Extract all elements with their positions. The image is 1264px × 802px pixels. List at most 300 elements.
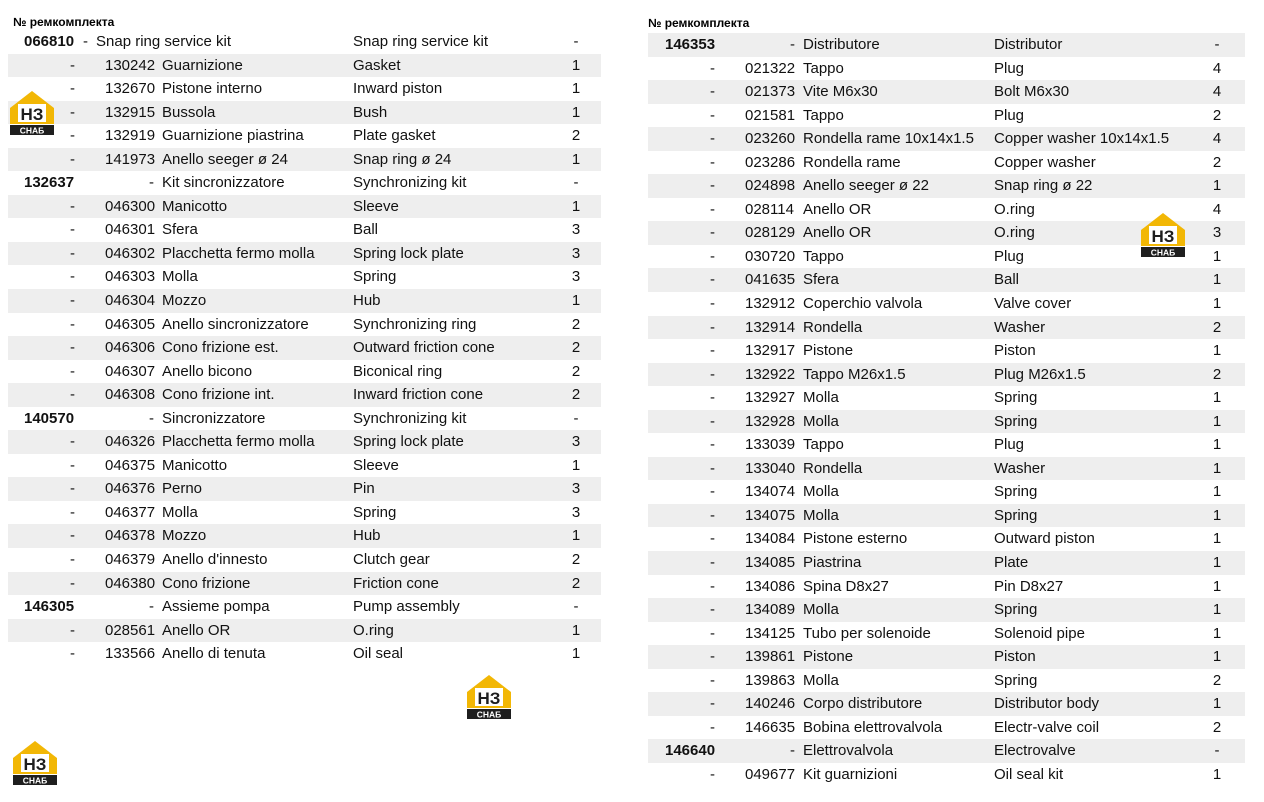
english-name: Oil seal kit <box>994 765 1064 783</box>
quantity: 1 <box>571 197 581 215</box>
quantity: 1 <box>1212 577 1222 595</box>
quantity: 1 <box>1212 389 1222 407</box>
separator-dash: - <box>83 33 88 50</box>
part-row <box>8 454 601 478</box>
english-name: Gasket <box>353 56 401 74</box>
quantity: 1 <box>1212 436 1222 454</box>
english-name: Piston <box>994 342 1036 360</box>
quantity: 3 <box>571 503 581 521</box>
italian-name: Rondella <box>803 318 863 336</box>
kit-number-header: № ремкомплекта <box>648 16 750 30</box>
quantity: 4 <box>1212 83 1222 101</box>
english-name: Hub <box>353 527 381 545</box>
part-row <box>648 645 1245 669</box>
part-row <box>8 242 601 266</box>
part-row <box>648 669 1245 693</box>
quantity: 1 <box>571 103 581 121</box>
part-row <box>8 195 601 219</box>
logo-bottom-text: СНАБ <box>19 125 45 136</box>
separator-dash: - <box>710 130 715 148</box>
part-row <box>8 548 601 572</box>
italian-name: Vite M6x30 <box>803 83 878 101</box>
english-name: Outward piston <box>994 530 1095 548</box>
quantity: 2 <box>1212 153 1222 171</box>
part-row <box>8 313 601 337</box>
quantity: 4 <box>1212 200 1222 218</box>
english-name: O.ring <box>353 621 394 639</box>
english-name: Spring lock plate <box>353 433 464 451</box>
english-name: Pin D8x27 <box>994 577 1064 595</box>
separator-dash: - <box>710 106 715 124</box>
part-row <box>648 763 1245 787</box>
english-name: Washer <box>994 459 1046 477</box>
logo-bottom-text: СНАБ <box>22 775 48 786</box>
italian-name: Anello seeger ø 24 <box>162 150 288 168</box>
separator-dash: - <box>790 742 795 760</box>
english-name: Sleeve <box>353 456 399 474</box>
english-name: Copper washer 10x14x1.5 <box>994 130 1170 148</box>
part-row <box>648 57 1245 81</box>
italian-name: Pistone <box>803 648 854 666</box>
separator-dash: - <box>70 56 75 74</box>
english-name: Inward friction cone <box>353 386 484 404</box>
separator-dash: - <box>710 624 715 642</box>
kit-header-row <box>648 739 1245 763</box>
nz-snab-logo-icon <box>463 672 515 720</box>
part-row <box>648 363 1245 387</box>
nz-snab-logo-icon <box>6 88 58 136</box>
part-row <box>648 504 1245 528</box>
part-row <box>8 54 601 78</box>
quantity: 3 <box>571 433 581 451</box>
english-name: Spring <box>353 503 397 521</box>
quantity: 2 <box>571 339 581 357</box>
separator-dash: - <box>70 480 75 498</box>
english-name: Spring <box>994 412 1038 430</box>
separator-dash: - <box>710 601 715 619</box>
separator-dash: - <box>70 150 75 168</box>
part-code: 146635 <box>745 718 796 736</box>
part-code: 046379 <box>105 551 156 569</box>
italian-name: Molla <box>803 412 839 430</box>
kit-number-header: № ремкомплекта <box>13 15 115 29</box>
english-name: Solenoid pipe <box>994 624 1085 642</box>
part-code: 134089 <box>745 601 796 619</box>
separator-dash: - <box>710 648 715 666</box>
quantity: 3 <box>571 268 581 286</box>
part-row <box>648 174 1245 198</box>
part-code: 041635 <box>745 271 796 289</box>
part-row <box>8 336 601 360</box>
part-row <box>8 524 601 548</box>
english-name: Synchronizing kit <box>353 409 467 427</box>
quantity: 1 <box>1212 247 1222 265</box>
separator-dash: - <box>70 621 75 639</box>
left-rows <box>8 30 601 666</box>
english-name: Bush <box>353 103 388 121</box>
italian-name: Molla <box>803 671 839 689</box>
italian-name: Anello OR <box>803 200 872 218</box>
quantity: - <box>573 598 579 616</box>
part-row <box>8 619 601 643</box>
part-code: 021373 <box>745 83 796 101</box>
english-name: Synchronizing kit <box>353 174 467 192</box>
quantity: 2 <box>571 386 581 404</box>
separator-dash: - <box>790 36 795 53</box>
italian-name: Molla <box>803 389 839 407</box>
quantity: 2 <box>571 127 581 145</box>
separator-dash: - <box>710 554 715 572</box>
nz-snab-logo-icon <box>9 738 61 786</box>
part-row <box>648 551 1245 575</box>
english-name: Inward piston <box>353 80 443 98</box>
quantity: 1 <box>1212 295 1222 313</box>
part-row <box>8 101 601 125</box>
english-name: O.ring <box>994 200 1035 218</box>
part-row <box>648 716 1245 740</box>
separator-dash: - <box>149 598 154 616</box>
separator-dash: - <box>70 244 75 262</box>
italian-name: Rondella rame <box>803 153 901 171</box>
english-name: Snap ring ø 24 <box>353 150 452 168</box>
separator-dash: - <box>70 362 75 380</box>
english-name: Oil seal <box>353 645 404 663</box>
part-row <box>648 433 1245 457</box>
separator-dash: - <box>70 433 75 451</box>
part-code: 132915 <box>105 103 156 121</box>
quantity: 1 <box>571 527 581 545</box>
part-code: 132917 <box>745 342 796 360</box>
italian-name: Kit guarnizioni <box>803 765 898 783</box>
english-name: Spring <box>353 268 397 286</box>
quantity: 1 <box>1212 695 1222 713</box>
part-code: 046375 <box>105 456 156 474</box>
english-name: Electr-valve coil <box>994 718 1100 736</box>
part-code: 046376 <box>105 480 156 498</box>
part-code: 130242 <box>105 56 156 74</box>
separator-dash: - <box>710 483 715 501</box>
quantity: 2 <box>1212 106 1222 124</box>
separator-dash: - <box>149 409 154 427</box>
part-code: 134125 <box>745 624 796 642</box>
quantity: 1 <box>1212 271 1222 289</box>
english-name: Spring <box>994 506 1038 524</box>
part-row <box>8 430 601 454</box>
separator-dash: - <box>710 318 715 336</box>
part-row <box>648 410 1245 434</box>
part-code: 133040 <box>745 459 796 477</box>
quantity: 2 <box>1212 365 1222 383</box>
kit-header-row <box>8 407 601 431</box>
part-row <box>8 148 601 172</box>
quantity: 2 <box>571 315 581 333</box>
part-row <box>8 77 601 101</box>
part-code: 049677 <box>745 765 796 783</box>
quantity: 2 <box>1212 671 1222 689</box>
italian-name: Mozzo <box>162 292 207 310</box>
part-code: 134075 <box>745 506 796 524</box>
italian-name: Molla <box>162 503 198 521</box>
italian-name: Manicotto <box>162 197 228 215</box>
separator-dash: - <box>70 315 75 333</box>
part-row <box>8 218 601 242</box>
italian-name: Pistone <box>803 342 854 360</box>
part-code: 046305 <box>105 315 156 333</box>
english-name: O.ring <box>994 224 1035 242</box>
italian-name: Mozzo <box>162 527 207 545</box>
kit-header-row <box>8 30 601 54</box>
english-name: Friction cone <box>353 574 439 592</box>
part-code: 046307 <box>105 362 156 380</box>
italian-name: Anello d'innesto <box>162 551 268 569</box>
separator-dash: - <box>710 530 715 548</box>
quantity: 1 <box>1212 506 1222 524</box>
english-name: Outward friction cone <box>353 339 495 357</box>
kit-number: 146640 <box>665 742 716 760</box>
english-name: Piston <box>994 648 1036 666</box>
quantity: 1 <box>1212 765 1222 783</box>
quantity: 2 <box>1212 718 1222 736</box>
separator-dash: - <box>70 645 75 663</box>
quantity: 1 <box>1212 624 1222 642</box>
separator-dash: - <box>710 459 715 477</box>
part-code: 024898 <box>745 177 796 195</box>
english-name: Plug <box>994 247 1025 265</box>
english-name: Pump assembly <box>353 598 460 616</box>
part-code: 046303 <box>105 268 156 286</box>
part-code: 046306 <box>105 339 156 357</box>
italian-name: Molla <box>803 601 839 619</box>
part-row <box>648 268 1245 292</box>
part-code: 140246 <box>745 695 796 713</box>
english-name: Plug <box>994 59 1025 77</box>
italian-name: Placchetta fermo molla <box>162 433 315 451</box>
part-code: 133039 <box>745 436 796 454</box>
italian-name: Elettrovalvola <box>803 742 894 760</box>
italian-name: Anello seeger ø 22 <box>803 177 929 195</box>
part-code: 028129 <box>745 224 796 242</box>
italian-name: Placchetta fermo molla <box>162 244 315 262</box>
part-code: 132670 <box>105 80 156 98</box>
quantity: 1 <box>1212 459 1222 477</box>
italian-name: Bussola <box>162 103 216 121</box>
part-code: 132919 <box>105 127 156 145</box>
quantity: 3 <box>571 480 581 498</box>
italian-name: Anello OR <box>162 621 231 639</box>
english-name: Spring <box>994 671 1038 689</box>
english-name: Distributor <box>994 36 1063 53</box>
italian-name: Cono frizione int. <box>162 386 275 404</box>
english-name: Hub <box>353 292 381 310</box>
quantity: 2 <box>571 551 581 569</box>
italian-name: Molla <box>162 268 198 286</box>
english-name: Copper washer <box>994 153 1096 171</box>
quantity: - <box>573 409 579 427</box>
english-name: Plug <box>994 436 1025 454</box>
italian-name: Tubo per solenoide <box>803 624 931 642</box>
separator-dash: - <box>70 80 75 98</box>
english-name: Snap ring service kit <box>353 33 489 50</box>
part-row <box>648 151 1245 175</box>
part-code: 139861 <box>745 648 796 666</box>
part-code: 028561 <box>105 621 156 639</box>
english-name: Valve cover <box>994 295 1072 313</box>
part-row <box>8 289 601 313</box>
separator-dash: - <box>710 83 715 101</box>
quantity: 1 <box>1212 554 1222 572</box>
italian-name: Anello di tenuta <box>162 645 266 663</box>
italian-name: Distributore <box>803 36 880 53</box>
italian-name: Manicotto <box>162 456 228 474</box>
part-row <box>648 622 1245 646</box>
part-row <box>648 104 1245 128</box>
english-name: Snap ring ø 22 <box>994 177 1093 195</box>
kit-number: 140570 <box>24 409 75 427</box>
quantity: 1 <box>571 621 581 639</box>
part-row <box>648 527 1245 551</box>
quantity: 1 <box>1212 177 1222 195</box>
part-row <box>8 501 601 525</box>
part-row <box>8 360 601 384</box>
logo-bottom-text: СНАБ <box>476 709 502 720</box>
part-code: 030720 <box>745 247 796 265</box>
english-name: Spring <box>994 601 1038 619</box>
part-code: 132928 <box>745 412 796 430</box>
english-name: Synchronizing ring <box>353 315 477 333</box>
english-name: Bolt M6x30 <box>994 83 1070 101</box>
italian-name: Sfera <box>162 221 198 239</box>
part-row <box>648 480 1245 504</box>
separator-dash: - <box>710 59 715 77</box>
nz-snab-logo-icon <box>1137 210 1189 258</box>
part-row <box>648 339 1245 363</box>
english-name: Sleeve <box>353 197 399 215</box>
part-row <box>8 572 601 596</box>
separator-dash: - <box>70 551 75 569</box>
part-code: 132912 <box>745 295 796 313</box>
separator-dash: - <box>710 271 715 289</box>
italian-name: Pistone interno <box>162 80 263 98</box>
part-code: 132914 <box>745 318 796 336</box>
quantity: 1 <box>571 80 581 98</box>
separator-dash: - <box>710 577 715 595</box>
english-name: Ball <box>994 271 1020 289</box>
quantity: 1 <box>1212 483 1222 501</box>
part-code: 028114 <box>745 200 794 218</box>
italian-name: Piastrina <box>803 554 862 572</box>
italian-name: Coperchio valvola <box>803 295 923 313</box>
english-name: Biconical ring <box>353 362 443 380</box>
english-name: Plate gasket <box>353 127 436 145</box>
italian-name: Perno <box>162 480 203 498</box>
part-row <box>648 692 1245 716</box>
part-row <box>648 292 1245 316</box>
separator-dash: - <box>70 386 75 404</box>
italian-name: Corpo distributore <box>803 695 923 713</box>
logo-top-text: НЗ <box>1151 227 1175 246</box>
kit-number: 066810 <box>24 33 75 50</box>
part-code: 132927 <box>745 389 796 407</box>
separator-dash: - <box>70 456 75 474</box>
separator-dash: - <box>710 295 715 313</box>
separator-dash: - <box>70 268 75 286</box>
english-name: Plate <box>994 554 1029 572</box>
separator-dash: - <box>710 342 715 360</box>
logo-bottom-text: СНАБ <box>1150 247 1176 258</box>
part-code: 046304 <box>105 292 156 310</box>
italian-name: Molla <box>803 506 839 524</box>
part-row <box>648 127 1245 151</box>
italian-name: Anello sincronizzatore <box>162 315 309 333</box>
right-rows <box>648 33 1245 787</box>
separator-dash: - <box>710 436 715 454</box>
quantity: - <box>573 33 579 50</box>
english-name: Clutch gear <box>353 551 430 569</box>
part-row <box>8 477 601 501</box>
part-code: 134084 <box>745 530 796 548</box>
english-name: Electrovalve <box>994 742 1076 760</box>
part-code: 023260 <box>745 130 796 148</box>
part-row <box>648 575 1245 599</box>
quantity: 1 <box>571 150 581 168</box>
kit-number: 132637 <box>24 174 75 192</box>
separator-dash: - <box>710 389 715 407</box>
italian-name: Kit sincronizzatore <box>162 174 285 192</box>
quantity: 1 <box>571 645 581 663</box>
italian-name: Spina D8x27 <box>803 577 889 595</box>
part-code: 021581 <box>745 106 796 124</box>
separator-dash: - <box>710 671 715 689</box>
separator-dash: - <box>710 365 715 383</box>
separator-dash: - <box>70 503 75 521</box>
italian-name: Rondella <box>803 459 863 477</box>
separator-dash: - <box>70 339 75 357</box>
italian-name: Anello bicono <box>162 362 253 380</box>
part-code: 046380 <box>105 574 156 592</box>
logo-top-text: НЗ <box>23 755 47 774</box>
part-code: 046300 <box>105 197 156 215</box>
italian-name: Tappo <box>803 106 844 124</box>
kit-number: 146305 <box>24 598 75 616</box>
separator-dash: - <box>70 221 75 239</box>
italian-name: Pistone esterno <box>803 530 908 548</box>
separator-dash: - <box>70 292 75 310</box>
part-code: 132922 <box>745 365 796 383</box>
english-name: Distributor body <box>994 695 1100 713</box>
separator-dash: - <box>710 718 715 736</box>
english-name: Spring <box>994 483 1038 501</box>
quantity: 3 <box>571 221 581 239</box>
separator-dash: - <box>710 224 715 242</box>
english-name: Plug M26x1.5 <box>994 365 1086 383</box>
separator-dash: - <box>70 527 75 545</box>
italian-name: Cono frizione est. <box>162 339 279 357</box>
italian-name: Sincronizzatore <box>162 409 266 427</box>
part-code: 134074 <box>745 483 796 501</box>
english-name: Washer <box>994 318 1046 336</box>
quantity: 4 <box>1212 59 1222 77</box>
logo-top-text: НЗ <box>477 689 501 708</box>
kit-header-row <box>8 595 601 619</box>
part-row <box>648 316 1245 340</box>
part-row <box>8 642 601 666</box>
italian-name: Cono frizione <box>162 574 251 592</box>
italian-name: Assieme pompa <box>162 598 270 616</box>
separator-dash: - <box>70 574 75 592</box>
quantity: 1 <box>1212 601 1222 619</box>
italian-name: Guarnizione piastrina <box>162 127 304 145</box>
english-name: Spring <box>994 389 1038 407</box>
